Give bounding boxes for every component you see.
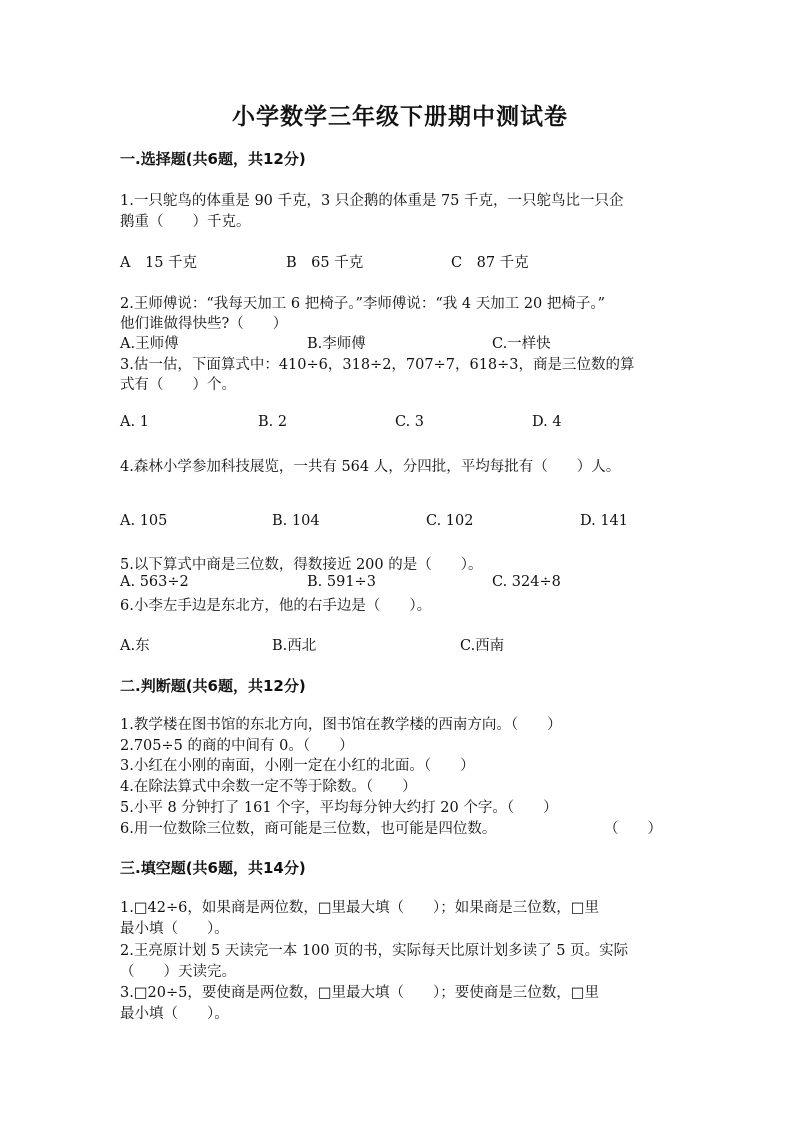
answer-parentheses: （ ） (604, 821, 662, 837)
fill-line: 最小填（ ）。 (120, 921, 229, 937)
option-a: A. 105 (120, 513, 168, 529)
question-line: 4.森林小学参加科技展览，一共有 564 人，分四批，平均每批有（ ）人。 (120, 459, 621, 475)
option-b: B 65 千克 (286, 255, 364, 271)
question-line: 3.估一估，下面算式中：410÷6，318÷2，707÷7，618÷3，商是三位数的算 (120, 357, 635, 373)
question-line: 式有（ ）个。 (120, 377, 236, 393)
option-b: B.李师傅 (307, 336, 366, 352)
option-c: C.西南 (460, 638, 505, 654)
question-line: 5.以下算式中商是三位数，得数接近 200 的是（ ）。 (120, 557, 483, 573)
question-line: 6.小李左手边是东北方，他的右手边是（ ）。 (120, 598, 432, 614)
option-b: B. 2 (258, 414, 288, 430)
option-c: C.一样快 (492, 336, 551, 352)
judge-item: 4.在除法算式中余数一定不等于除数。（ ） (120, 779, 417, 795)
question-line: 他们谁做得快些?（ ） (120, 316, 288, 332)
option-a: A 15 千克 (120, 255, 198, 271)
section-heading-choice: 一.选择题(共6题，共12分) (120, 150, 306, 168)
option-b: B.西北 (272, 638, 317, 654)
option-d: D. 4 (532, 414, 562, 430)
judge-item: 3.小红在小刚的南面，小刚一定在小红的北面。（ ） (120, 758, 475, 774)
option-b: B. 591÷3 (307, 574, 376, 590)
judge-item: 6.用一位数除三位数，商可能是三位数，也可能是四位数。 (120, 821, 497, 837)
option-a: A. 1 (120, 414, 149, 430)
option-c: C. 324÷8 (492, 574, 561, 590)
question-line: 2.王师傅说：“我每天加工 6 把椅子。”李师傅说：“我 4 天加工 20 把椅子。” (120, 296, 606, 312)
section-heading-judge: 二.判断题(共6题，共12分) (120, 677, 306, 695)
fill-line: 3.□20÷5，要使商是两位数，□里最大填（ ）；要使商是三位数，□里 (120, 985, 600, 1001)
question-line: 1.一只鸵鸟的体重是 90 千克，3 只企鹅的体重是 75 千克，一只鸵鸟比一只企 (120, 193, 624, 209)
judge-item: 2.705÷5 的商的中间有 0。（ ） (120, 738, 354, 754)
fill-line: 最小填（ ）。 (120, 1006, 229, 1022)
option-a: A.王师傅 (120, 336, 179, 352)
option-a: A.东 (120, 638, 150, 654)
fill-line: （ ）天读完。 (120, 964, 236, 980)
fill-line: 2.王亮原计划 5 天读完一本 100 页的书，实际每天比原计划多读了 5 页。实际 (120, 943, 629, 959)
page-title: 小学数学三年级下册期中测试卷 (232, 103, 568, 130)
option-c: C. 102 (426, 513, 474, 529)
option-d: D. 141 (580, 513, 629, 529)
option-b: B. 104 (272, 513, 320, 529)
section-heading-fill: 三.填空题(共6题，共14分) (120, 859, 306, 877)
question-line: 鹅重（ ）千克。 (120, 214, 251, 230)
judge-item: 5.小平 8 分钟打了 161 个字，平均每分钟大约打 20 个字。（ ） (120, 800, 558, 816)
option-c: C. 3 (395, 414, 425, 430)
judge-item: 1.教学楼在图书馆的东北方向，图书馆在教学楼的西南方向。（ ） (120, 717, 562, 733)
fill-line: 1.□42÷6，如果商是两位数，□里最大填（ ）；如果商是三位数，□里 (120, 900, 600, 916)
option-c: C 87 千克 (451, 255, 529, 271)
option-a: A. 563÷2 (120, 574, 189, 590)
